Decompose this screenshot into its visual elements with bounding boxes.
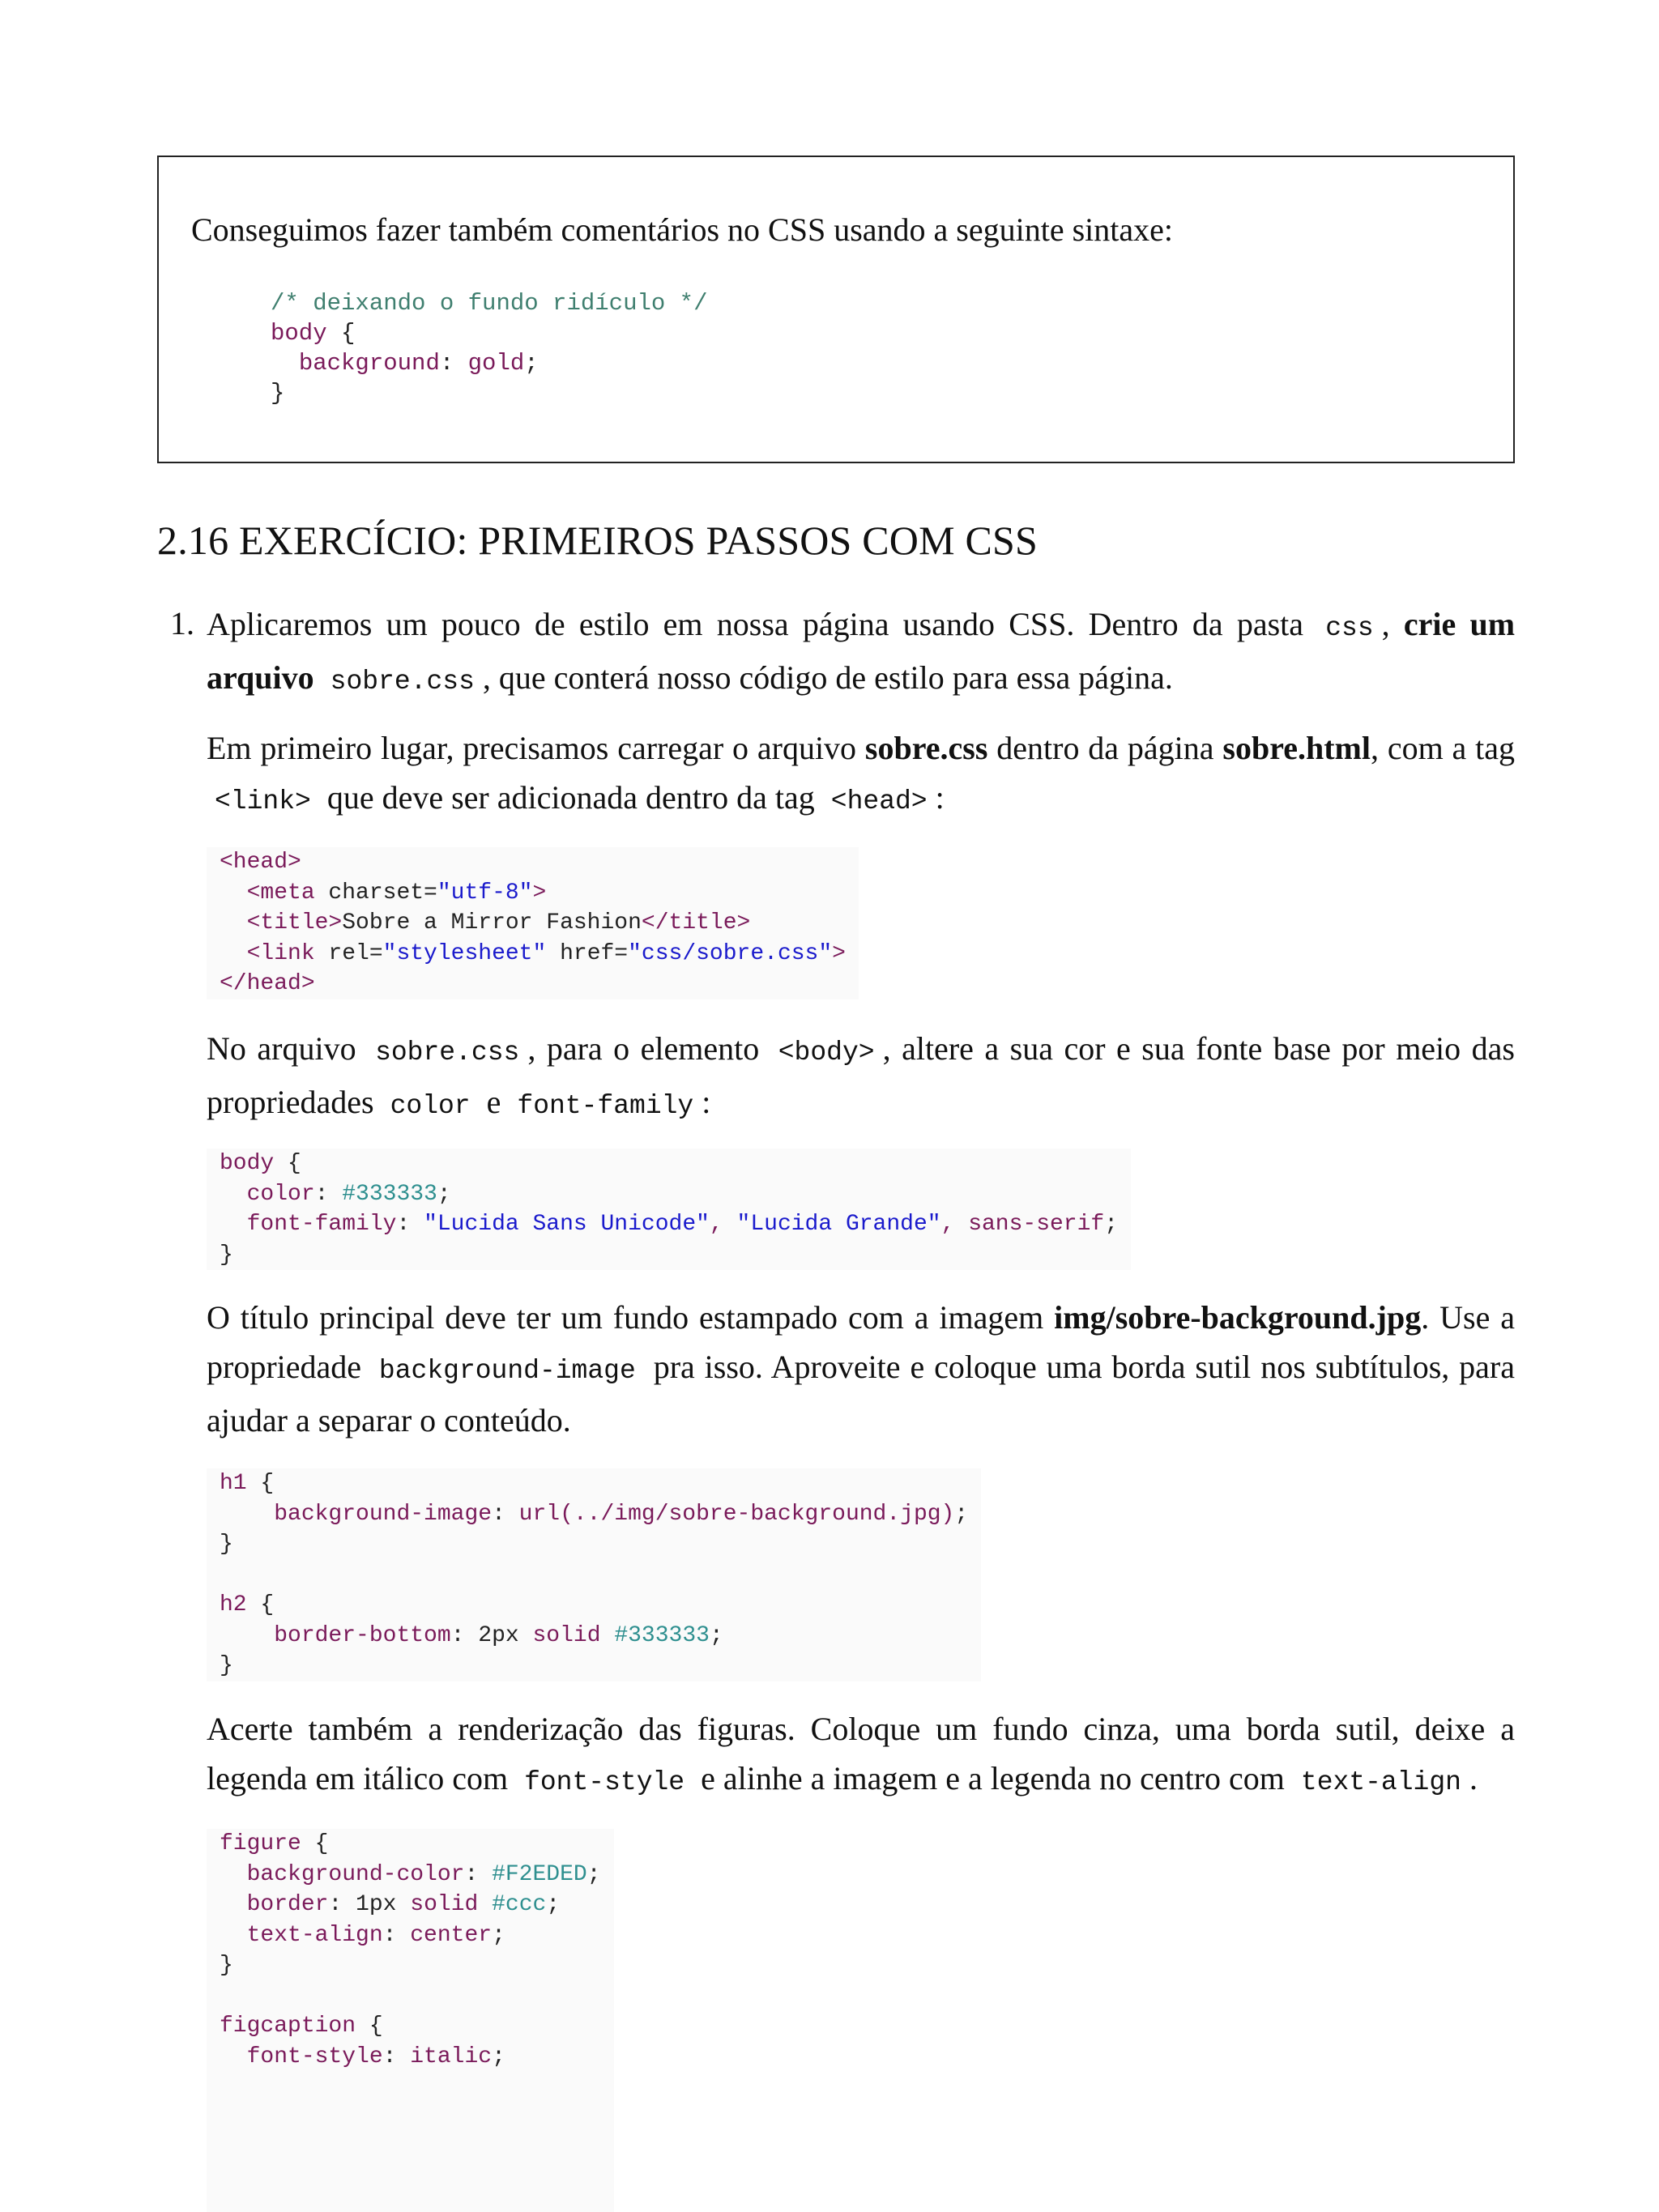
code-value: url(../img/sobre-background.jpg) <box>518 1501 955 1527</box>
code-tag: <head> <box>220 850 301 875</box>
bold-text: crie um arquivo <box>207 606 1516 696</box>
text: . <box>1469 1760 1478 1796</box>
text: que deve ser adicionada dentro da tag <box>326 779 815 816</box>
note-text: Conseguimos fazer também comentários no CSS usando a seguinte sintaxe: <box>191 211 1173 248</box>
code-brace: } <box>220 1953 233 1978</box>
code-string: "Lucida Sans Unicode" <box>424 1212 710 1237</box>
code-value: italic <box>410 2044 493 2069</box>
text: dentro da página <box>996 730 1214 766</box>
bold-text: sobre.html <box>1222 730 1371 766</box>
code-color-value: #ccc <box>492 1892 547 1917</box>
code-value: gold <box>467 350 525 377</box>
inline-code: css <box>1325 613 1374 643</box>
code-comma: , <box>940 1212 969 1237</box>
code-brace: { <box>326 320 356 347</box>
code-property: font-style <box>246 2044 383 2069</box>
code-value: center <box>410 1922 493 1948</box>
code-block-figure: figure { background-color: #F2EDED; border: 1px solid #ccc; text-align: center; } figcaption { font-style: italic; <box>207 1829 614 2212</box>
code-selector: h1 <box>220 1471 247 1496</box>
code-string: "utf-8" <box>437 880 533 906</box>
code-brace: { <box>301 1831 329 1856</box>
code-block-body: body { color: #333333; font-family: "Lucida Sans Unicode", "Lucida Grande", sans-serif; } <box>207 1149 1131 1270</box>
code-brace: { <box>274 1151 301 1176</box>
code-selector: h2 <box>220 1592 247 1617</box>
code-value: 2px <box>478 1622 519 1648</box>
code-tag: <title> <box>246 910 343 936</box>
code-text: Sobre a Mirror Fashion <box>342 910 642 936</box>
bold-text: sobre.css <box>864 730 988 766</box>
text: . Use a propriedade <box>207 1299 1515 1385</box>
text: , com a tag <box>1371 730 1516 766</box>
text: pra isso. Aproveite e coloque uma borda sutil nos subtítulos, para ajudar a separar o conteúdo. <box>207 1349 1515 1438</box>
note-code-block <box>271 288 708 408</box>
code-brace: { <box>246 1592 275 1617</box>
paragraph-3 <box>207 1024 1515 1131</box>
text: Acerte também a renderização das figuras. Coloque um fundo cinza, uma borda sutil, deixe a legenda em itálico com <box>207 1711 1515 1796</box>
inline-code: sobre.css <box>375 1038 520 1068</box>
code-brace: } <box>220 1532 233 1557</box>
text: , <box>1381 606 1390 642</box>
text: No arquivo <box>207 1030 356 1067</box>
code-comment: /* deixando o fundo ridículo */ <box>271 290 708 317</box>
code-value: solid <box>532 1622 601 1648</box>
paragraph-5 <box>207 1704 1515 1807</box>
code-value: sans-serif <box>968 1212 1105 1237</box>
code-attr: href= <box>546 940 629 966</box>
code-property: text-align <box>246 1922 383 1948</box>
code-selector: body <box>220 1151 275 1176</box>
code-brace: } <box>220 1653 233 1678</box>
code-color-value: #F2EDED <box>492 1861 587 1887</box>
code-colon: : <box>439 350 468 377</box>
text: O título principal deve ter um fundo estampado com a imagem <box>207 1299 1044 1336</box>
code-property: font-family <box>246 1212 397 1237</box>
code-string: "Lucida Grande" <box>736 1212 941 1237</box>
code-selector: body <box>271 320 327 347</box>
inline-code: <body> <box>778 1038 875 1068</box>
code-string: "css/sobre.css" <box>628 940 833 966</box>
code-block-headings: h1 { background-image: url(../img/sobre-background.jpg); } h2 { border-bottom: 2px solid #333333; } <box>207 1468 981 1681</box>
code-selector: figure <box>220 1831 301 1856</box>
code-tag: </title> <box>641 910 751 936</box>
text: Em primeiro lugar, precisamos carregar o arquivo <box>207 730 857 766</box>
code-block-head <box>207 847 859 999</box>
code-property: background <box>298 350 440 377</box>
code-brace: { <box>356 2014 383 2039</box>
inline-code: color <box>390 1091 471 1121</box>
code-comma: , <box>709 1212 737 1237</box>
section-title: 2.16 EXERCÍCIO: PRIMEIROS PASSOS COM CSS <box>157 518 1038 563</box>
list-item-number: 1. <box>170 605 194 641</box>
code-value: solid <box>410 1892 479 1917</box>
inline-code: text-align <box>1300 1767 1461 1797</box>
code-tag: > <box>532 880 547 906</box>
code-attr: charset= <box>314 880 437 906</box>
code-property: background-image <box>274 1501 493 1527</box>
text: e <box>486 1084 501 1120</box>
paragraph-1 <box>207 599 1515 706</box>
code-string: "stylesheet" <box>382 940 547 966</box>
code-brace: } <box>271 380 285 407</box>
code-value: 1px <box>356 1892 397 1917</box>
code-attr: rel= <box>314 940 383 966</box>
inline-code: font-style <box>524 1767 685 1797</box>
code-color-value: #333333 <box>614 1622 710 1648</box>
code-property: color <box>246 1181 315 1207</box>
inline-code: background-image <box>378 1356 636 1386</box>
inline-code: sobre.css <box>330 667 475 697</box>
code-tag: <meta <box>246 880 315 906</box>
code-selector: figcaption <box>220 2014 356 2039</box>
paragraph-2 <box>207 723 1515 826</box>
text: Aplicaremos um pouco de estilo em nossa página usando CSS. Dentro da pasta <box>207 606 1304 642</box>
text: : <box>702 1084 711 1120</box>
code-brace: } <box>220 1242 233 1268</box>
inline-code: font-family <box>517 1091 694 1121</box>
code-brace: { <box>246 1471 275 1496</box>
code-tag: </head> <box>220 971 315 996</box>
text: , para o elemento <box>527 1030 760 1067</box>
paragraph-4 <box>207 1293 1515 1445</box>
bold-text: img/sobre-background.jpg <box>1054 1299 1422 1336</box>
code-property: background-color <box>246 1861 465 1887</box>
code-tag: <link <box>246 940 315 966</box>
text: , altere a sua cor e sua fonte base por meio das propriedades <box>207 1030 1515 1120</box>
code-semicolon: ; <box>524 350 539 377</box>
code-tag: > <box>832 940 846 966</box>
code-color-value: #333333 <box>342 1181 437 1207</box>
code-property: border <box>246 1892 329 1917</box>
inline-code: <head> <box>830 786 928 816</box>
text: e alinhe a imagem e a legenda no centro com <box>701 1760 1285 1796</box>
inline-code: <link> <box>215 786 311 816</box>
text: , que conterá nosso código de estilo para essa página. <box>482 659 1173 696</box>
note-box <box>157 156 1515 463</box>
text: : <box>935 779 945 816</box>
code-property: border-bottom <box>274 1622 451 1648</box>
